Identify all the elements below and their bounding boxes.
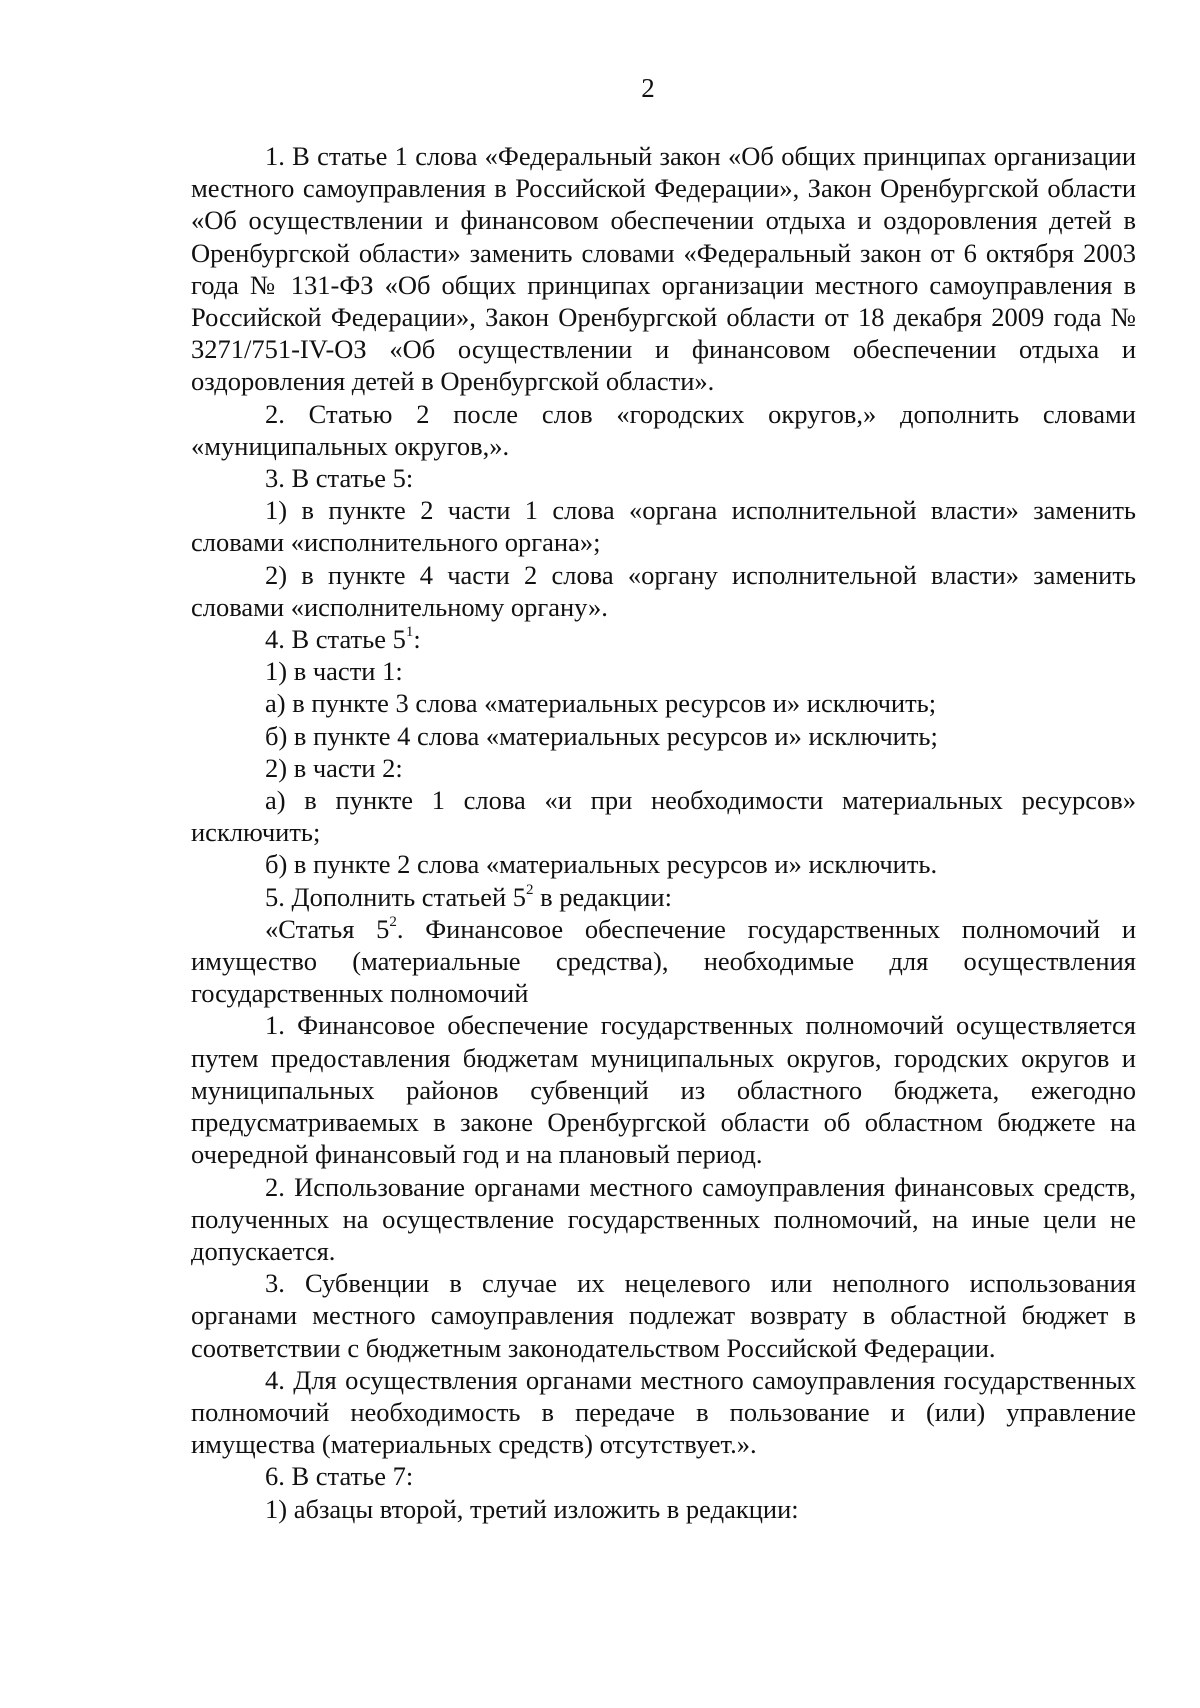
paragraph-4: 1) в пункте 2 части 1 слова «органа исполнительной власти» заменить словами «исполнительного органа»;: [191, 495, 1136, 558]
paragraph-13-text: 5. Дополнить статьей 5: [265, 881, 527, 912]
paragraph-16: 2. Использование органами местного самоуправления финансовых средств, полученных на осуществление государственных полномочий, на иные цели не допускается.: [191, 1171, 1136, 1266]
paragraph-17: 3. Субвенции в случае их нецелевого или неполного использования органами местного самоуправления подлежат возврату в областной бюджет в соответствии с бюджетным законодательством Российской Федерации.: [191, 1268, 1136, 1363]
paragraph-7: 1) в части 1:: [265, 656, 403, 687]
paragraph-5: 2) в пункте 4 части 2 слова «органу исполнительной власти» заменить словами «исполнительному органу».: [191, 559, 1136, 622]
paragraph-13-after: в редакции:: [533, 881, 672, 912]
page-number: 2: [641, 73, 655, 103]
paragraph-10: 2) в части 2:: [265, 752, 403, 783]
article-heading: [191, 913, 1136, 1010]
paragraph-6-text: 4. В статье 5: [265, 624, 406, 655]
paragraph-12: б) в пункте 2 слова «материальных ресурсов и» исключить.: [265, 849, 938, 880]
paragraph-18: 4. Для осуществления органами местного самоуправления государственных полномочий необходимость в передаче в пользование и (или) управление имущества (материальных средств) отсутствует.».: [191, 1364, 1136, 1460]
paragraph-9: б) в пункте 4 слова «материальных ресурсов и» исключить;: [265, 720, 938, 751]
paragraph-8: а) в пункте 3 слова «материальных ресурсов и» исключить;: [265, 688, 937, 719]
superscript-3: 2: [389, 914, 397, 931]
paragraph-20: 1) абзацы второй, третий изложить в редакции:: [265, 1493, 799, 1524]
paragraph-2: 2. Статью 2 после слов «городских округов,» дополнить словами «муниципальных округов,».: [191, 398, 1136, 461]
superscript-1: 1: [405, 624, 414, 641]
paragraph-3: 3. В статье 5:: [265, 463, 414, 494]
paragraph-11: а) в пункте 1 слова «и при необходимости материальных ресурсов» исключить;: [191, 785, 1136, 848]
paragraph-19: 6. В статье 7:: [265, 1461, 414, 1492]
article-heading-after: . Финансовое обеспечение государственных полномочий и имущество (материальные средства), необходимые для осуществления государственных полномочий: [191, 913, 1136, 1009]
paragraph-6: [191, 623, 1136, 655]
paragraph-6-after: :: [413, 624, 421, 655]
paragraph-15: 1. Финансовое обеспечение государственных полномочий осуществляется путем предоставления бюджетам муниципальных округов, городских округов и муниципальных районов субвенций из областного бюджета, ежегодно предусматриваемых в законе Оренбургской области об областном бюджете на очередной финансовый год и на плановый период.: [191, 1010, 1136, 1170]
paragraph-13: [191, 881, 1136, 913]
document-body: [191, 140, 1136, 1525]
paragraph-1: 1. В статье 1 слова «Федеральный закон «Об общих принципах организации местного самоуправления в Российской Федерации», Закон Оренбургской области «Об осуществлении и финансовом обеспечении отдыха и оздоровления детей в Оренбургской области» заменить словами «Федеральный закон от 6 октября 2003 года № 131-ФЗ «Об общих принципах организации местного самоуправления в Российской Федерации», Закон Оренбургской области от 18 декабря 2009 года № 3271/751-IV-ОЗ «Об осуществлении и финансовом обеспечении отдыха и оздоровления детей в Оренбургской области».: [191, 141, 1136, 397]
article-heading-text: «Статья 5: [265, 913, 390, 944]
superscript-2: 2: [526, 881, 534, 898]
